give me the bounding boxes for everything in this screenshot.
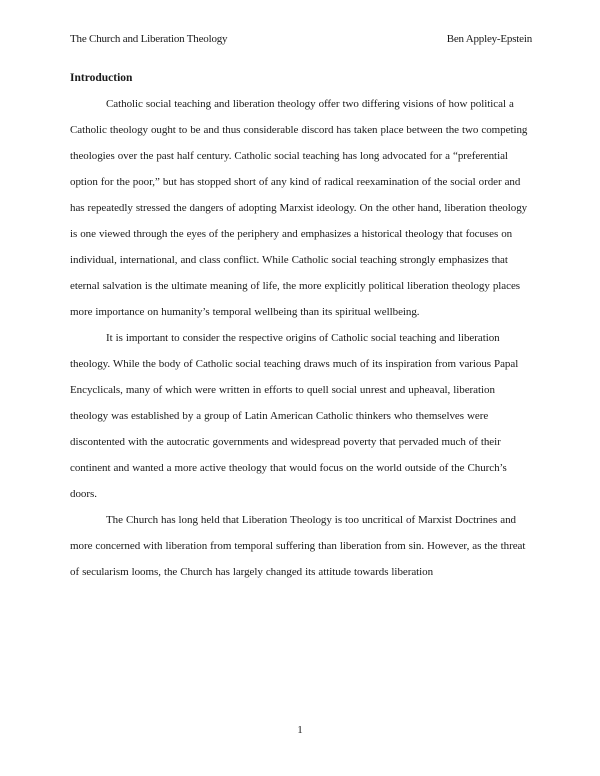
page-number: 1 (297, 724, 303, 736)
running-header-author: Ben Appley-Epstein (446, 33, 532, 45)
paragraph-2: It is important to consider the respective origins of Catholic social teaching and liberation theology. While the body of Catholic social teaching draws much of its inspiration from various Papal Encyclicals, many of which were written in efforts to quell social unrest and upheaval, liberation theology was established by a group of Latin American Catholic thinkers who themselves were discontented with the autocratic governments and widespread poverty that pervaded much of their continent and wanted a more active theology that would focus on the world outside of the Church’s doors. (70, 332, 519, 500)
body-text (70, 91, 532, 585)
paragraph-3: The Church has long held that Liberation Theology is too uncritical of Marxist Doctrines and more concerned with liberation from temporal suffering than liberation from sin. However, as the threat of secularism looms, the Church has largely changed its attitude towards liberation (70, 514, 526, 578)
section-heading: Introduction (70, 72, 133, 84)
running-header-title: The Church and Liberation Theology (70, 33, 228, 45)
paragraph-1: Catholic social teaching and liberation theology offer two differing visions of how political a Catholic theology ought to be and thus considerable discord has taken place between the two competing theologies over the past half century. Catholic social teaching has long advocated for a “preferential option for the poor,” but has stopped short of any kind of radical reexamination of the social order and has repeatedly stressed the dangers of adopting Marxist ideology. On the other hand, liberation theology is one viewed through the eyes of the periphery and emphasizes a historical theology that focuses on individual, international, and class conflict. While Catholic social teaching strongly emphasizes that eternal salvation is the ultimate meaning of life, the more explicitly political liberation theology places more importance on humanity’s temporal wellbeing than its spiritual wellbeing. (70, 98, 528, 318)
